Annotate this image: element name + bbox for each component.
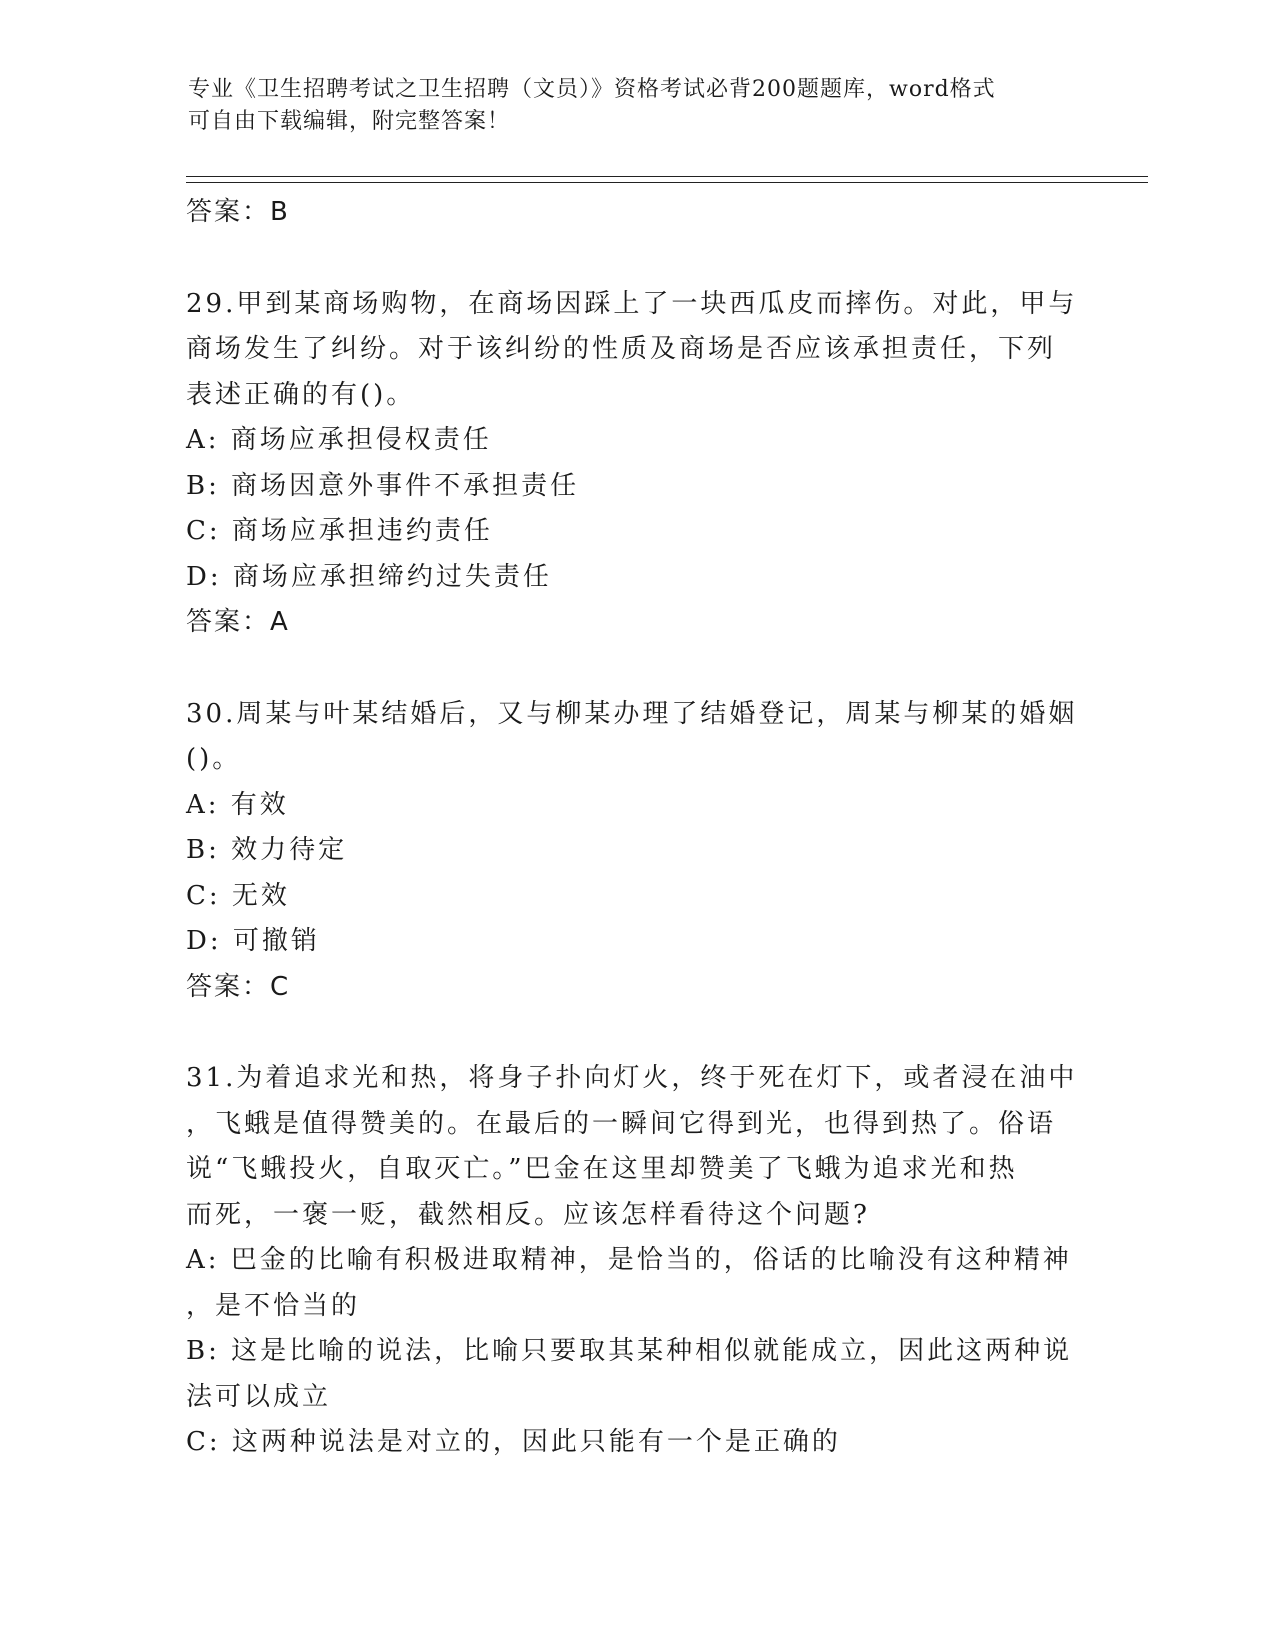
question-31-option-a: A: 巴金的比喻有积极进取精神，是恰当的，俗话的比喻没有这种精神 (186, 1245, 1072, 1275)
question-29 (186, 282, 1086, 646)
question-31-text-line: ，飞蛾是值得赞美的。在最后的一瞬间它得到光，也得到热了。俗语 (186, 1108, 1057, 1139)
header-title-line-1: 专业《卫生招聘考试之卫生招聘（文员）》资格考试必背200题题库，word格式 (188, 77, 996, 102)
question-29-text-line: 商场发生了纠纷。对于该纠纷的性质及商场是否应该承担责任，下列 (186, 334, 1057, 364)
question-30-option-d: D: 可撤销 (186, 926, 320, 956)
question-31 (186, 1056, 1086, 1466)
question-31-text-line: 说“飞蛾投火，自取灭亡。”巴金在这里却赞美了飞蛾为追求光和热 (186, 1154, 1018, 1184)
question-30-text-line: 30.周某与叶某结婚后，又与柳某办理了结婚登记，周某与柳某的婚姻 (186, 698, 1078, 729)
document-body (186, 190, 1086, 1466)
question-29-option-a: A: 商场应承担侵权责任 (186, 425, 492, 455)
question-31-option-c: C: 这两种说法是对立的，因此只能有一个是正确的 (186, 1427, 841, 1457)
question-29-text-line: 29.甲到某商场购物，在商场因踩上了一块西瓜皮而摔伤。对此，甲与 (186, 288, 1078, 319)
question-29-option-d: D: 商场应承担缔约过失责任 (186, 561, 552, 592)
header-title-line-2: 可自由下载编辑，附完整答案！ (188, 109, 511, 134)
question-31-option-a-continued: ，是不恰当的 (186, 1290, 361, 1321)
question-31-option-b-continued: 法可以成立 (186, 1381, 332, 1412)
document-header (188, 74, 1068, 138)
answer-28: 答案：B (186, 197, 290, 227)
question-30 (186, 692, 1086, 1011)
question-30-option-c: C: 无效 (186, 880, 290, 911)
question-29-answer: 答案：A (186, 607, 290, 637)
question-30-answer: 答案：C (186, 971, 291, 1002)
question-29-text-line: 表述正确的有()。 (186, 379, 416, 410)
question-31-option-b: B: 这是比喻的说法，比喻只要取其某种相似就能成立，因此这两种说 (186, 1336, 1073, 1366)
question-30-text-line: ()。 (186, 744, 242, 774)
question-30-option-b: B: 效力待定 (186, 835, 348, 865)
question-31-text-line: 31.为着追求光和热，将身子扑向灯火，终于死在灯下，或者浸在油中 (186, 1063, 1078, 1093)
question-30-option-a: A: 有效 (186, 789, 289, 820)
header-divider (186, 176, 1148, 183)
question-29-option-b: B: 商场因意外事件不承担责任 (186, 470, 580, 501)
question-31-text-line: 而死，一褒一贬，截然相反。应该怎样看待这个问题? (186, 1199, 870, 1230)
question-29-option-c: C: 商场应承担违约责任 (186, 516, 493, 546)
